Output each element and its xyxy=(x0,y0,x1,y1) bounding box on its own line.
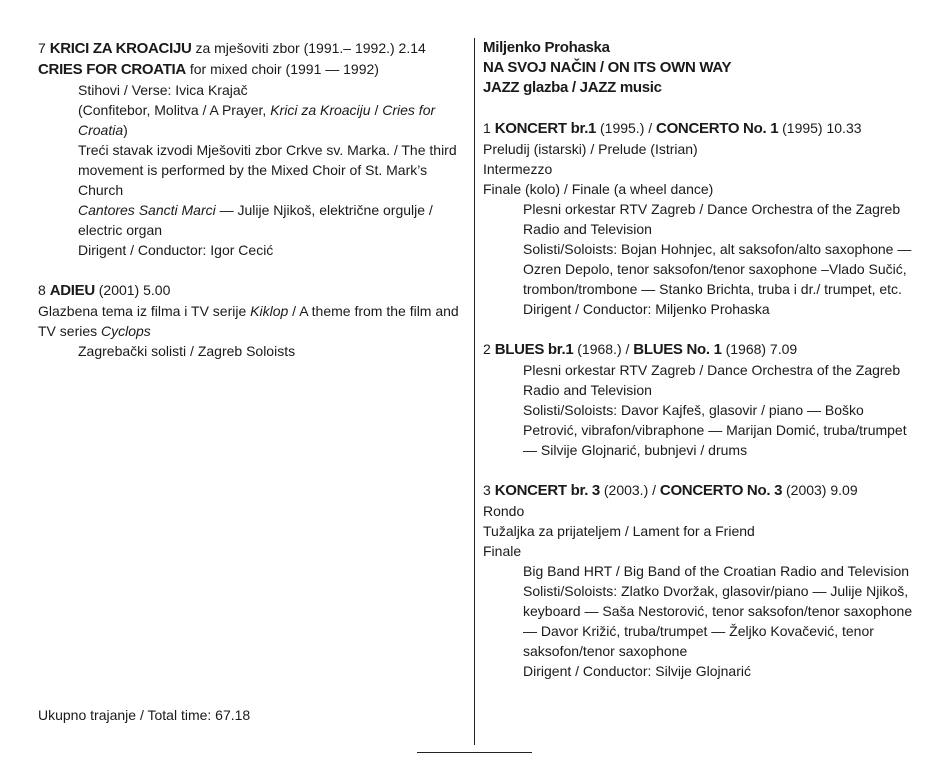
total-time: Ukupno trajanje / Total time: 67.18 xyxy=(38,707,251,723)
track-duration: (1968) 7.09 xyxy=(725,341,798,357)
track-year: (1968.) / xyxy=(577,341,630,357)
footer-rule xyxy=(417,752,532,753)
track-title: BLUES br.1 xyxy=(494,341,574,358)
track-1-heading xyxy=(483,118,913,139)
track-description: (2001) 5.00 xyxy=(98,282,171,298)
track-number: 7 xyxy=(38,40,46,56)
album-genre: JAZZ glazba / JAZZ music xyxy=(483,79,662,96)
credit-line: (Confitebor, Molitva / A Prayer, Krici za Kroaciju / Cries for Croatia) xyxy=(78,102,436,138)
movement: Rondo xyxy=(483,503,525,519)
track-7-heading-en xyxy=(38,59,466,80)
conductor-line: Dirigent / Conductor: Silvije Glojnarić xyxy=(523,663,751,679)
credit-line: Stihovi / Verse: Ivica Krajač xyxy=(78,82,248,98)
track-title-en: CONCERTO No. 1 xyxy=(656,120,779,137)
track-3-heading xyxy=(483,480,913,501)
credit-line: Plesni orkestar RTV Zagreb / Dance Orchestra of the Zagreb Radio and Television xyxy=(523,201,901,237)
credit-line: Treći stavak izvodi Mješoviti zbor Crkve sv. Marka. / The third movement is performed by the Mixed Choir of St. Mark’s Church xyxy=(78,142,457,198)
album-title: NA SVOJ NAČIN / ON ITS OWN WAY xyxy=(483,59,732,76)
track-number: 2 xyxy=(483,341,491,357)
track-8-heading xyxy=(38,280,466,301)
track-title-en: BLUES No. 1 xyxy=(633,341,722,358)
credit-line: Glazbena tema iz filma i TV serije Kiklop / A theme from the film and TV series Cyclops xyxy=(38,303,459,339)
track-title-en: CONCERTO No. 3 xyxy=(659,482,783,499)
track-number: 3 xyxy=(483,482,491,498)
movement: Preludij (istarski) / Prelude (Istrian) xyxy=(483,141,698,157)
credit-line: Zagrebački solisti / Zagreb Soloists xyxy=(78,343,296,359)
track-title: KONCERT br.1 xyxy=(494,120,597,137)
composer-name: Miljenko Prohaska xyxy=(483,39,610,56)
conductor-line: Dirigent / Conductor: Igor Cecić xyxy=(78,242,274,258)
movement: Intermezzo xyxy=(483,161,553,177)
track-description-en: for mixed choir (1991 — 1992) xyxy=(189,61,379,77)
credit-line: Big Band HRT / Big Band of the Croatian Radio and Television xyxy=(523,563,910,579)
movement: Tužaljka za prijateljem / Lament for a Friend xyxy=(483,523,755,539)
credit-line: Solisti/Soloists: Davor Kajfeš, glasovir / piano — Boško Petrović, vibrafon/vibraphone — Marijan Domić, truba/trumpet — Silvije Glojnarić, bubnjevi / drums xyxy=(523,402,907,458)
track-duration: (2003) 9.09 xyxy=(786,482,858,498)
track-title: KONCERT br. 3 xyxy=(494,482,600,499)
credit-line: Solisti/Soloists: Bojan Hohnjec, alt saksofon/alto saxophone — Ozren Depolo, tenor saksofon/tenor saxophone –Vlado Sučić, trombon/trombone — Stanko Brichta, truba i dr./ trumpet, etc. xyxy=(523,241,912,297)
left-column xyxy=(38,38,466,361)
track-number: 1 xyxy=(483,120,491,136)
credit-line: Cantores Sancti Marci — Julije Njikoš, električne orgulje / electric organ xyxy=(78,202,433,238)
track-title: KRICI ZA KROACIJU xyxy=(49,40,192,57)
track-title-en: CRIES FOR CROATIA xyxy=(38,61,186,78)
conductor-line: Dirigent / Conductor: Miljenko Prohaska xyxy=(523,301,770,317)
track-title: ADIEU xyxy=(49,282,95,299)
right-column xyxy=(483,38,913,681)
track-year: (1995.) / xyxy=(600,120,653,136)
credit-line: Plesni orkestar RTV Zagreb / Dance Orchestra of the Zagreb Radio and Television xyxy=(523,362,901,398)
column-divider xyxy=(474,38,475,745)
track-2-heading xyxy=(483,339,913,360)
track-duration: (1995) 10.33 xyxy=(782,120,862,136)
track-number: 8 xyxy=(38,282,46,298)
track-year: (2003.) / xyxy=(603,482,657,498)
movement: Finale xyxy=(483,543,522,559)
track-7-heading xyxy=(38,38,466,59)
movement: Finale (kolo) / Finale (a wheel dance) xyxy=(483,181,714,197)
credit-line: Solisti/Soloists: Zlatko Dvoržak, glasovir/piano — Julije Njikoš, keyboard — Saša Nestorović, tenor saksofon/tenor saxophone — Davor Križić, truba/trumpet — Željko Kovačević, tenor saksofon/tenor saxophone xyxy=(523,583,913,659)
track-description: za mješoviti zbor (1991.– 1992.) 2.14 xyxy=(195,40,426,56)
